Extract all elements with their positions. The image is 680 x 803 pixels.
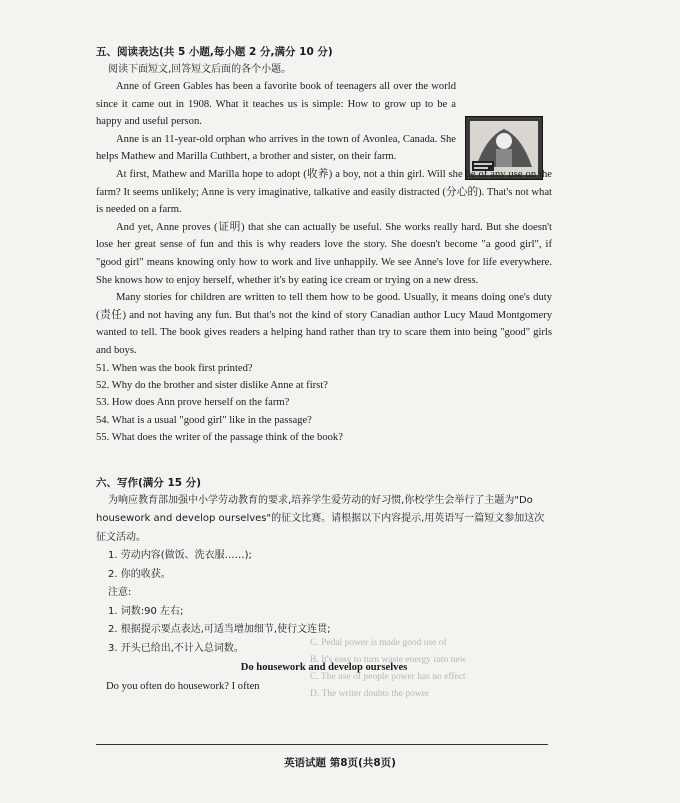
notes-label: 注意:: [108, 587, 132, 599]
question-55: 55. What does the writer of the passage think of the book?: [96, 432, 343, 444]
section5-instruction: 阅读下面短文,回答短文后面的各个小题。: [108, 64, 292, 75]
bleed-through-text-3: C. The use of people power has no effect: [310, 672, 466, 682]
bleed-through-text-4: D. The writer doubts the power: [310, 689, 430, 699]
question-52: 52. Why do the brother and sister dislike Anne at first?: [96, 379, 328, 391]
writing-rule-line: [96, 744, 548, 745]
question-54: 54. What is a usual "good girl" like in the passage?: [96, 414, 312, 426]
passage-paragraph-4: And yet, Anne proves (证明) that she can actually be useful. She works really hard. But she doesn't lose her great sense of fun and this is why readers love the story. She doesn't become "a good girl", if "good girl" means knowing only how to work and live unhappily. We see Anne's love for life everywhere. She knows how to enjoy herself, whether it's by eating ice cream or trying on a new dress.: [96, 221, 552, 286]
page-footer: 英语试题 第8页(共8页): [284, 757, 396, 769]
section6-title: 六、写作(满分 15 分): [96, 476, 202, 489]
bleed-through-text-1: C. Pedal power is made good use of: [310, 638, 447, 648]
passage-paragraph-1: Anne of Green Gables has been a favorite book of teenagers all over the world since it came out in 1908. What it teaches us is simple: How to grow up to be a happy and useful person.: [96, 81, 456, 128]
passage-paragraph-2: Anne is an 11-year-old orphan who arrives in the town of Avonlea, Canada. She helps Mathew and Marilla Cuthbert, a brother and sister, on their farm.: [96, 133, 456, 163]
note-3: 3. 开头已给出,不计入总词数。: [108, 642, 244, 654]
writing-point-1: 1. 劳动内容(做饭、洗衣服……);: [108, 550, 252, 562]
essay-start: Do you often do housework? I often: [106, 681, 260, 693]
section5-title: 五、阅读表达(共 5 小题,每小题 2 分,满分 10 分): [96, 46, 333, 58]
passage-paragraph-3: At first, Mathew and Marilla hope to adopt (收养) a boy, not a thin girl. Will she be of any use on the farm? It seems unlikely; Anne is very imaginative, talkative and easily distracted (分心的). That's not what is needed on a farm.: [96, 168, 552, 216]
writing-point-2: 2. 你的收获。: [108, 568, 171, 580]
note-1: 1. 词数:90 左右;: [108, 605, 184, 617]
essay-title: Do housework and develop ourselves: [240, 662, 408, 674]
question-53: 53. How does Ann prove herself on the farm?: [96, 397, 290, 409]
question-51: 51. When was the book first printed?: [96, 362, 253, 374]
passage-paragraph-5: Many stories for children are written to tell them how to be good. Usually, it means doing one's duty (责任) and not having any fun. But that's not the kind of story Canadian author Lucy Maud Montgomery wanted to tell. The book gives readers a helping hand rather than try to scare them into being "good" girls and boys.: [96, 292, 552, 356]
writing-prompt: 为响应教育部加强中小学劳动教育的要求,培养学生爱劳动的好习惯,你校学生会举行了主题为"Do housework and develop ourselves"的征文比赛。请根据以下内容提示,用英语写一篇短文参加这次征文活动。: [96, 494, 545, 543]
note-2: 2. 根据提示要点表达,可适当增加细节,使行文连贯;: [108, 624, 331, 636]
bleed-through-text-2: B. It's easy to turn waste energy into new: [310, 655, 467, 665]
